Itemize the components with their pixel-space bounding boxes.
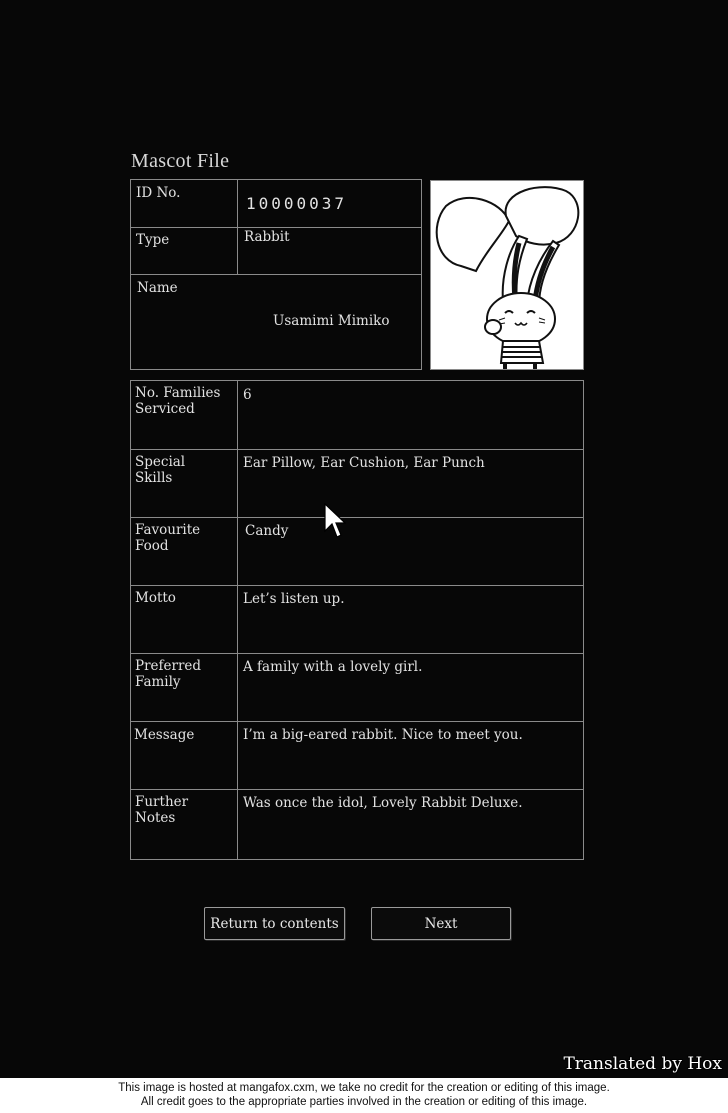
row-value-preferred-family: A family with a lovely girl.	[243, 659, 423, 675]
row-label-motto: Motto	[135, 590, 176, 606]
table-row	[131, 722, 583, 789]
row-divider	[131, 227, 421, 228]
table-row	[131, 654, 583, 721]
row-value-message: I’m a big-eared rabbit. Nice to meet you.	[243, 727, 523, 743]
mascot-portrait	[430, 180, 584, 370]
id-label: ID No.	[136, 185, 181, 201]
row-label-message: Message	[134, 727, 195, 743]
name-label: Name	[137, 280, 178, 296]
mascot-info-table	[130, 380, 584, 860]
table-row	[131, 381, 583, 449]
type-value: Rabbit	[244, 229, 290, 245]
row-value-favourite-food: Candy	[245, 523, 289, 539]
id-value: 10000037	[246, 194, 348, 213]
row-divider	[131, 274, 421, 275]
table-row	[131, 450, 583, 517]
row-value-special-skills: Ear Pillow, Ear Cushion, Ear Punch	[243, 455, 485, 471]
row-label-favourite-food: Favourite Food	[135, 522, 201, 554]
next-button[interactable]: Next	[371, 907, 511, 940]
page-title: Mascot File	[131, 150, 230, 172]
id-card-table	[130, 179, 422, 370]
row-label-preferred-family: Preferred Family	[135, 658, 202, 690]
row-label-families-serviced: No. Families Serviced	[135, 385, 221, 417]
disclaimer-line-2: All credit goes to the appropriate parties involved in the creation or editing of this image.	[140, 1096, 588, 1108]
row-value-further-notes: Was once the idol, Lovely Rabbit Deluxe.	[243, 795, 523, 811]
rabbit-mascot-icon	[431, 181, 584, 370]
mouse-pointer-icon	[324, 503, 346, 539]
disclaimer-line-1: This image is hosted at mangafox.cxm, we take no credit for the creation or editing of this image.	[118, 1082, 610, 1094]
hosting-disclaimer	[0, 1078, 728, 1113]
type-label: Type	[136, 232, 170, 248]
row-value-families-serviced: 6	[243, 387, 252, 403]
name-value: Usamimi Mimiko	[273, 313, 390, 329]
table-row	[131, 518, 583, 585]
return-to-contents-button[interactable]: Return to contents	[204, 907, 345, 940]
row-label-special-skills: Special Skills	[135, 454, 186, 486]
translator-credit: Translated by Hox	[563, 1054, 722, 1074]
table-row	[131, 586, 583, 653]
row-label-further-notes: Further Notes	[135, 794, 189, 826]
table-row	[131, 790, 583, 859]
row-value-motto: Let’s listen up.	[243, 591, 345, 607]
